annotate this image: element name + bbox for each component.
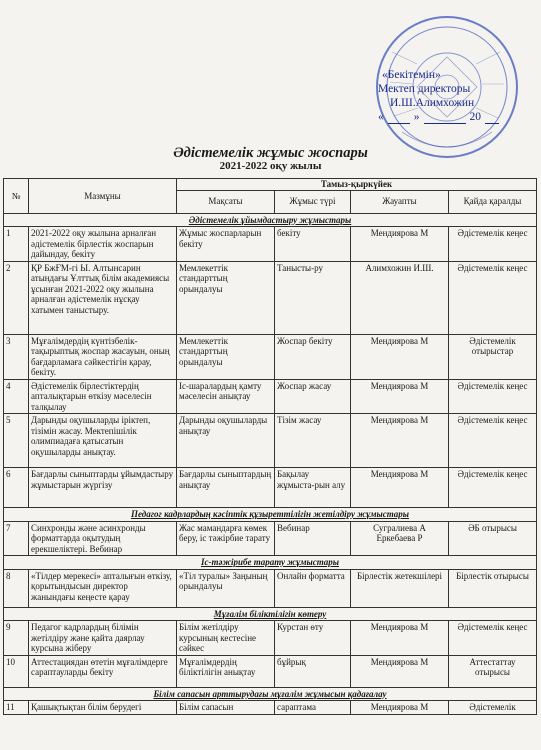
work-plan-table <box>3 178 537 715</box>
header-goal: Мақсаты <box>177 190 275 213</box>
header-reviewed: Қайда қаралды <box>449 190 537 213</box>
header-content: Мазмұны <box>29 179 177 214</box>
table-row: 7 Синхронды және асинхронды форматтарда оқытудың ерекшеліктері. Вебинар Жас мамандарға көмек беру, іс тәжірбие тарату Вебинар Сугралиева А Еркебаева Р ӘБ отырысы <box>4 521 537 556</box>
table-row: 3 Мұғалімдердің күнтізбелік-тақырыптық жоспар жасауын, оның бағдарламаға сәйкестігін қарау, бекіту. Мемлекеттік стандарттың орындалуы Жоспар бекіту Мендиярова М Әдістемелік отырыстар <box>4 334 537 379</box>
approval-block <box>360 68 530 124</box>
approval-signatory: И.Ш.Алимхожин <box>390 97 475 109</box>
header-number: № <box>4 179 29 214</box>
table-row: 10 Аттестациядан өтетін мұғалімдерге сараптауларды бекіту Мұғалімдердің біліктілігін анықтау бұйрық Мендиярова М Аттестаттау отырысы <box>4 655 537 687</box>
table-row: 6 Бағдарлы сыныптарды ұйымдастыру жұмыстарын жүргізу Бағдарлы сыныптардың анықтау Бақылау жұмыста-рын алу Мендиярова М Әдістемелік кеңес <box>4 468 537 508</box>
section-row: Мұғалім біліктілігін көтеру <box>4 607 537 621</box>
section-row: Білім сапасын арттырудағы мұғалім жұмысын қадағалау <box>4 687 537 701</box>
month-row <box>4 179 537 191</box>
month-label: Тамыз-қыркүйек <box>177 179 537 191</box>
table-row: 2 ҚР БжҒМ-гі Ы. Алтынсарин атындағы Ұлттық білім академиясы ұсынған 2021-2022 оқу жылына арналған әдістемелік нұсқау хатымен таныстыру. Мемлекеттік стандарттың орындалуы Танысты-ру Алимхожин И.Ш. Әдістемелік кеңес <box>4 261 537 334</box>
section-row: Педагог кадрлардың кәсіптік құзыреттілігін жетілдіру жұмыстары <box>4 508 537 522</box>
header-responsible: Жауапты <box>351 190 449 213</box>
header-type: Жұмыс түрі <box>275 190 351 213</box>
section-row: Іс-тәжірибе тарату жұмыстары <box>4 556 537 570</box>
table-row: 9 Педагог кадрлардың білімін жетілдіру және қайта даярлау курсына жіберу Білім жетілдіру курсының кестесіне сәйкес Курстан өту Мендиярова М Әдістемелік кеңес <box>4 621 537 656</box>
page-title: Әдістемелік жұмыс жоспары <box>173 145 368 161</box>
table-row: 11 Қашықтықтан білім берудегі Білім сапасын сараптама Мендиярова М Әдістемелік <box>4 701 537 715</box>
section-row: Әдістемелік ұйымдастыру жұмыстары <box>4 213 537 227</box>
approval-heading: «Бекітемін» <box>382 69 441 81</box>
table-row: 8 «Тілдер мерекесі» апталығын өткізу, қорытындысын директор жанындағы кеңесте қарау «Тіл туралы» Заңының орындалуы Онлайн форматта Бірлестік жетекшілері Бірлестік отырысы <box>4 569 537 607</box>
table-row: 5 Дарынды оқушыларды іріктеп, тізімін жасау. Мектепішілік олимпиадаға қатысатын оқушыларды анықтау. Дарынды оқушыларды анықтау Тізім жасау Мендиярова М Әдістемелік кеңес <box>4 414 537 468</box>
academic-year: 2021-2022 оқу жылы <box>219 160 322 172</box>
approval-position: Мектеп директоры <box>378 83 471 95</box>
approval-date-line: « » 20 <box>360 110 530 124</box>
table-row: 1 2021-2022 оқу жылына арналған әдістемелік бірлестік жоспарын дайындау, бекіту Жұмыс жоспарларын бекіту бекіту Мендиярова М Әдістемелік кеңес <box>4 227 537 262</box>
table-row: 4 Әдістемелік бірлестіктердің апталықтарын өткізу мәселесін талқылау Іс-шаралардың қамту мәселесін анықтау Жоспар жасау Мендиярова М Әдістемелік кеңес <box>4 379 537 414</box>
